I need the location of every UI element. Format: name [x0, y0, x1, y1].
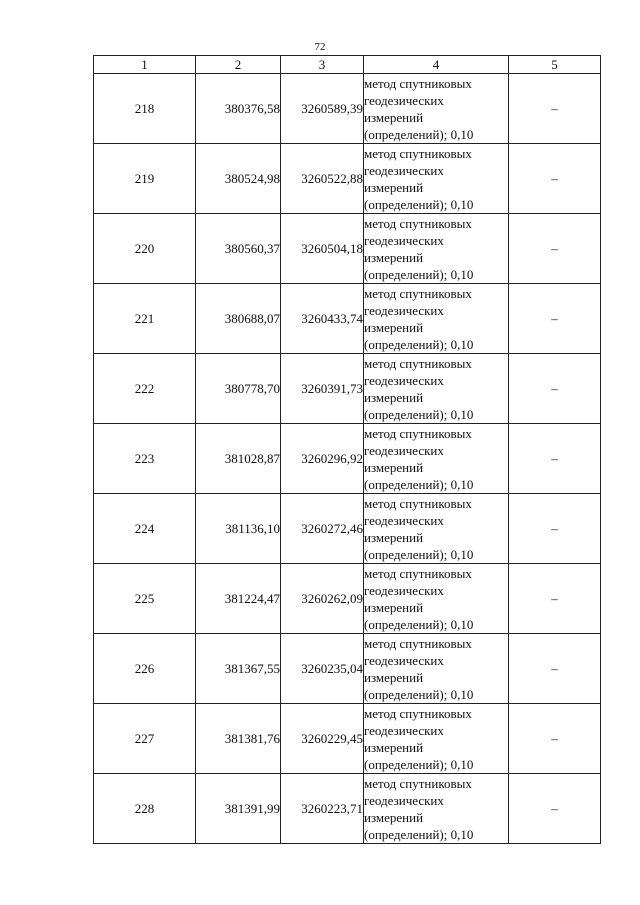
method-line: измерений: [364, 809, 424, 825]
x-coordinate-cell: 381136,10: [196, 494, 281, 564]
point-number-cell: 220: [94, 214, 196, 284]
method-line: измерений: [364, 529, 424, 545]
table-row: [94, 284, 601, 354]
method-line: геодезических: [364, 372, 444, 388]
method-line: (определений); 0,10: [364, 336, 474, 352]
method-line: метод спутниковых: [364, 495, 472, 511]
y-coordinate-cell: 3260391,73: [281, 354, 364, 424]
method-line: измерений: [364, 179, 424, 195]
method-line: измерений: [364, 459, 424, 475]
point-number-cell: 228: [94, 774, 196, 844]
method-line: геодезических: [364, 652, 444, 668]
method-line: (определений); 0,10: [364, 686, 474, 702]
note-cell: –: [509, 774, 601, 844]
table-row: [94, 564, 601, 634]
method-cell: [364, 634, 509, 704]
y-coordinate-cell: 3260272,46: [281, 494, 364, 564]
method-line: метод спутниковых: [364, 285, 472, 301]
x-coordinate-cell: 380778,70: [196, 354, 281, 424]
method-cell: [364, 74, 509, 144]
method-line: (определений); 0,10: [364, 266, 474, 282]
table-row: [94, 704, 601, 774]
method-line: геодезических: [364, 512, 444, 528]
method-line: геодезических: [364, 792, 444, 808]
y-coordinate-cell: 3260522,88: [281, 144, 364, 214]
y-coordinate-cell: 3260296,92: [281, 424, 364, 494]
column-header-2: 2: [196, 56, 281, 74]
point-number-cell: 224: [94, 494, 196, 564]
point-number-cell: 223: [94, 424, 196, 494]
table-row: [94, 214, 601, 284]
method-line: метод спутниковых: [364, 705, 472, 721]
method-line: (определений); 0,10: [364, 196, 474, 212]
method-line: метод спутниковых: [364, 145, 472, 161]
method-cell: [364, 214, 509, 284]
method-line: измерений: [364, 599, 424, 615]
note-cell: –: [509, 74, 601, 144]
method-line: измерений: [364, 669, 424, 685]
method-cell: [364, 284, 509, 354]
note-cell: –: [509, 704, 601, 774]
x-coordinate-cell: 380524,98: [196, 144, 281, 214]
note-cell: –: [509, 214, 601, 284]
y-coordinate-cell: 3260589,39: [281, 74, 364, 144]
method-cell: [364, 494, 509, 564]
method-cell: [364, 564, 509, 634]
note-cell: –: [509, 354, 601, 424]
coordinates-table: [93, 55, 601, 844]
method-line: (определений); 0,10: [364, 476, 474, 492]
note-cell: –: [509, 144, 601, 214]
table-body: [94, 74, 601, 844]
note-cell: –: [509, 424, 601, 494]
method-line: измерений: [364, 109, 424, 125]
column-header-4: 4: [364, 56, 509, 74]
table-row: [94, 634, 601, 704]
method-line: метод спутниковых: [364, 75, 472, 91]
table-header-row: [94, 56, 601, 74]
method-line: измерений: [364, 319, 424, 335]
method-line: геодезических: [364, 162, 444, 178]
method-line: (определений); 0,10: [364, 546, 474, 562]
point-number-cell: 221: [94, 284, 196, 354]
method-line: метод спутниковых: [364, 355, 472, 371]
method-line: геодезических: [364, 232, 444, 248]
point-number-cell: 219: [94, 144, 196, 214]
method-line: измерений: [364, 739, 424, 755]
method-line: (определений); 0,10: [364, 126, 474, 142]
table-row: [94, 424, 601, 494]
y-coordinate-cell: 3260223,71: [281, 774, 364, 844]
table-row: [94, 494, 601, 564]
page-number: 72: [314, 41, 326, 53]
x-coordinate-cell: 381381,76: [196, 704, 281, 774]
column-header-5: 5: [509, 56, 601, 74]
point-number-cell: 225: [94, 564, 196, 634]
table-row: [94, 144, 601, 214]
y-coordinate-cell: 3260262,09: [281, 564, 364, 634]
method-line: геодезических: [364, 582, 444, 598]
method-line: геодезических: [364, 722, 444, 738]
method-cell: [364, 704, 509, 774]
table-row: [94, 774, 601, 844]
y-coordinate-cell: 3260229,45: [281, 704, 364, 774]
method-line: метод спутниковых: [364, 425, 472, 441]
method-line: геодезических: [364, 92, 444, 108]
method-cell: [364, 144, 509, 214]
x-coordinate-cell: 381224,47: [196, 564, 281, 634]
column-header-3: 3: [281, 56, 364, 74]
point-number-cell: 218: [94, 74, 196, 144]
x-coordinate-cell: 380560,37: [196, 214, 281, 284]
x-coordinate-cell: 381391,99: [196, 774, 281, 844]
method-line: измерений: [364, 389, 424, 405]
note-cell: –: [509, 564, 601, 634]
method-line: метод спутниковых: [364, 635, 472, 651]
x-coordinate-cell: 380688,07: [196, 284, 281, 354]
method-line: метод спутниковых: [364, 775, 472, 791]
y-coordinate-cell: 3260433,74: [281, 284, 364, 354]
method-cell: [364, 774, 509, 844]
method-line: метод спутниковых: [364, 565, 472, 581]
column-header-1: 1: [94, 56, 196, 74]
x-coordinate-cell: 381028,87: [196, 424, 281, 494]
table-row: [94, 354, 601, 424]
note-cell: –: [509, 494, 601, 564]
method-line: (определений); 0,10: [364, 406, 474, 422]
x-coordinate-cell: 380376,58: [196, 74, 281, 144]
note-cell: –: [509, 634, 601, 704]
method-line: (определений); 0,10: [364, 616, 474, 632]
method-line: измерений: [364, 249, 424, 265]
point-number-cell: 222: [94, 354, 196, 424]
method-cell: [364, 354, 509, 424]
point-number-cell: 226: [94, 634, 196, 704]
method-line: метод спутниковых: [364, 215, 472, 231]
x-coordinate-cell: 381367,55: [196, 634, 281, 704]
method-line: (определений); 0,10: [364, 756, 474, 772]
note-cell: –: [509, 284, 601, 354]
method-line: геодезических: [364, 302, 444, 318]
method-cell: [364, 424, 509, 494]
table-row: [94, 74, 601, 144]
method-line: геодезических: [364, 442, 444, 458]
y-coordinate-cell: 3260235,04: [281, 634, 364, 704]
point-number-cell: 227: [94, 704, 196, 774]
method-line: (определений); 0,10: [364, 826, 474, 842]
y-coordinate-cell: 3260504,18: [281, 214, 364, 284]
